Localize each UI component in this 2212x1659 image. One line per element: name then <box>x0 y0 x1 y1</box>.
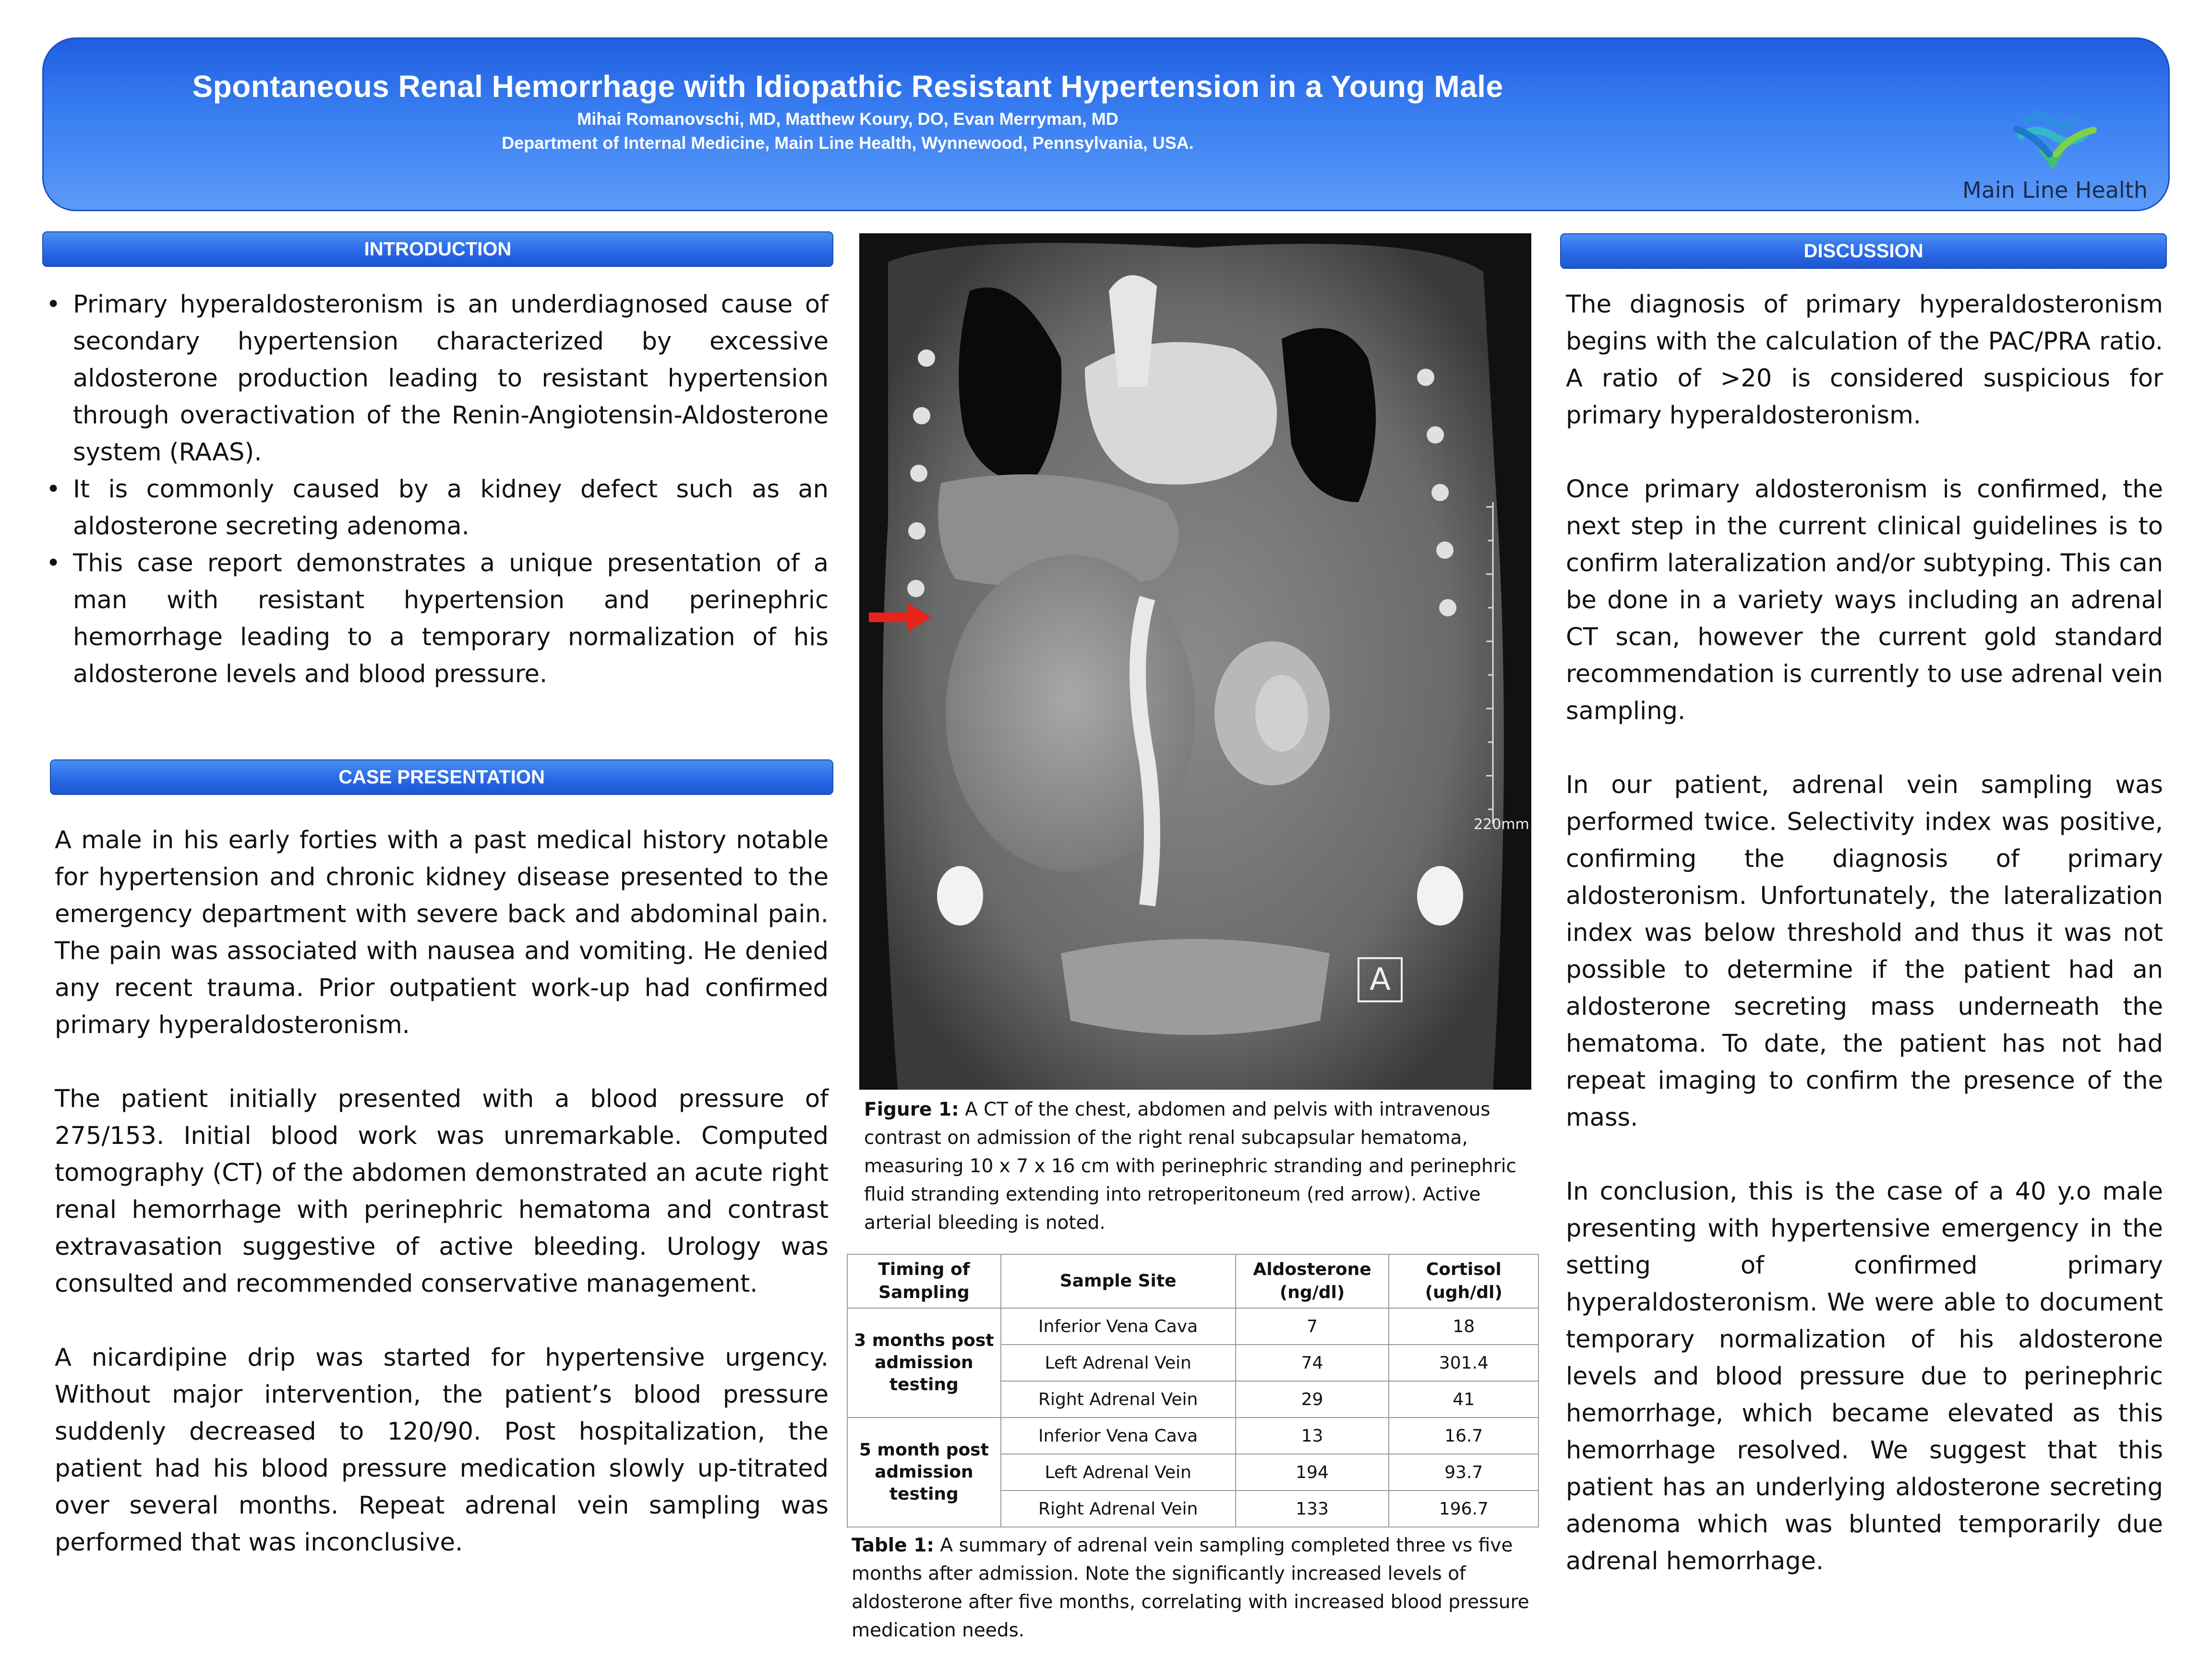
table-header-cell: Aldosterone (ng/dl) <box>1236 1254 1389 1308</box>
table-cell: Right Adrenal Vein <box>1001 1491 1236 1527</box>
table-cell: 29 <box>1236 1381 1389 1418</box>
table-1-caption <box>852 1531 1538 1645</box>
ct-scan-illustration <box>859 233 1531 1090</box>
introduction-bullets <box>43 286 829 693</box>
discussion-paragraph: Once primary aldosteronism is confirmed, the next step in the current clinical guidelines is to confirm lateralization and/or subtyping. This can be done in a variety ways including an adrenal CT scan, however the current gold standard recommendation is currently to use adrenal vein sampling. <box>1566 475 2163 725</box>
table-cell: 13 <box>1236 1418 1389 1454</box>
table-1-label: Table 1: <box>852 1535 934 1556</box>
discussion-paragraph: In conclusion, this is the case of a 40 y.o male presenting with hypertensive emergency in the setting of confirmed primary hyperaldosteronism. We were able to document temporary normalization of his aldosterone levels and blood pressure due to perinephric hemorrhage, which became elevated as this hemorrhage resolved. We suggest that this patient has an underlying aldosterone secreting adenoma which was blunted temporarily due adrenal hemorrhage. <box>1566 1178 2163 1575</box>
table-cell: 194 <box>1236 1454 1389 1491</box>
case-paragraph: The patient initially presented with a blood pressure of 275/153. Initial blood work was unremarkable. Computed tomography (CT) of the abdomen demonstrated an acute right renal hemorrhage with perinephric hematoma and contrast extravasation suggestive of active bleeding. Urology was consulted and recommended conservative management. <box>55 1085 829 1298</box>
list-item: • It is commonly caused by a kidney defect such as an aldosterone secreting adenoma. <box>43 471 829 545</box>
main-line-health-wave-icon <box>1954 82 2156 178</box>
timing-cell: 5 month post admission testing <box>847 1418 1001 1527</box>
poster-authors: Mihai Romanovschi, MD, Matthew Koury, DO, Evan Merryman, MD <box>577 109 1118 129</box>
poster-department: Department of Internal Medicine, Main Line Health, Wynnewood, Pennsylvania, USA. <box>502 133 1194 153</box>
introduction-section <box>43 286 829 693</box>
discussion-paragraph: The diagnosis of primary hyperaldosteronism begins with the calculation of the PAC/PRA ratio. A ratio of >20 is considered suspicious for primary hyperaldosteronism. <box>1566 290 2163 430</box>
table-header-row <box>847 1254 1539 1308</box>
discussion-heading: DISCUSSION <box>1560 233 2167 269</box>
discussion-paragraph: In our patient, adrenal vein sampling was performed twice. Selectivity index was positive, confirming the diagnosis of primary aldosteronism. Unfortunately, the lateralization index was below threshold and thus it was not possible to determine if the patient had an aldosterone secreting mass underneath the hematoma. To date, the patient has not had repeat imaging to confirm the presence of the mass. <box>1566 771 2163 1132</box>
table-row <box>847 1418 1539 1454</box>
table-header-cell: Sample Site <box>1001 1254 1236 1308</box>
table-cell: 301.4 <box>1389 1345 1539 1381</box>
ct-orientation-marker: A <box>1370 962 1391 998</box>
table-row <box>847 1308 1539 1345</box>
case-paragraph: A nicardipine drip was started for hypertensive urgency. Without major intervention, the patient’s blood pressure suddenly decreased to 120/90. Post hospitalization, the patient had his blood pressure medication slowly up-titrated over several months. Repeat adrenal vein sampling was performed that was inconclusive. <box>55 1344 829 1557</box>
case-presentation-heading: CASE PRESENTATION <box>50 759 833 795</box>
table-cell: 7 <box>1236 1308 1389 1345</box>
logo-wordmark: Main Line Health <box>1962 177 2148 203</box>
table-cell: 41 <box>1389 1381 1539 1418</box>
table-cell: Right Adrenal Vein <box>1001 1381 1236 1418</box>
poster-title: Spontaneous Renal Hemorrhage with Idiopathic Resistant Hypertension in a Young Male <box>192 69 1503 104</box>
table-header-cell: Cortisol (ugh/dl) <box>1389 1254 1539 1308</box>
introduction-heading: INTRODUCTION <box>42 231 833 267</box>
list-item: • This case report demonstrates a unique presentation of a man with resistant hypertension and perinephric hemorrhage leading to a temporary normalization of his aldosterone levels and blood pressure. <box>43 545 829 693</box>
table-1-text: A summary of adrenal vein sampling completed three vs five months after admission. Note the significantly increased levels of aldosterone after five months, correlating with increased blood pressure medication needs. <box>852 1535 1529 1641</box>
table-cell: Inferior Vena Cava <box>1001 1308 1236 1345</box>
figure-1-text: A CT of the chest, abdomen and pelvis with intravenous contrast on admission of the right renal subcapsular hematoma, measuring 10 x 7 x 16 cm with perinephric stranding and perinephric fluid stranding extending into retroperitoneum (red arrow). Active arterial bleeding is noted. <box>864 1099 1516 1234</box>
main-line-health-logo <box>1954 82 2156 207</box>
table-cell: Inferior Vena Cava <box>1001 1418 1236 1454</box>
table-cell: Left Adrenal Vein <box>1001 1345 1236 1381</box>
table-cell: 133 <box>1236 1491 1389 1527</box>
table-cell: 18 <box>1389 1308 1539 1345</box>
case-paragraph: A male in his early forties with a past medical history notable for hypertension and chronic kidney disease presented to the emergency department with severe back and abdominal pain. The pain was associated with nausea and vomiting. He denied any recent trauma. Prior outpatient work-up had confirmed primary hyperaldosteronism. <box>55 826 829 1039</box>
table-cell: 93.7 <box>1389 1454 1539 1491</box>
table-header-cell: Timing of Sampling <box>847 1254 1001 1308</box>
case-presentation-section <box>55 822 829 1561</box>
ct-scale-label: 220mm <box>1474 816 1529 833</box>
table-cell: 16.7 <box>1389 1418 1539 1454</box>
ct-scan-image <box>859 233 1531 1090</box>
table-cell: Left Adrenal Vein <box>1001 1454 1236 1491</box>
figure-1-caption <box>864 1095 1527 1237</box>
discussion-section <box>1566 286 2163 1580</box>
poster-header <box>42 37 2170 211</box>
table-cell: 196.7 <box>1389 1491 1539 1527</box>
timing-cell: 3 months post admission testing <box>847 1308 1001 1418</box>
list-item: • Primary hyperaldosteronism is an underdiagnosed cause of secondary hypertension characterized by excessive aldosterone production leading to resistant hypertension through overactivation of the Renin-Angiotensin-Aldosterone system (RAAS). <box>43 286 829 471</box>
table-cell: 74 <box>1236 1345 1389 1381</box>
adrenal-vein-sampling-table <box>847 1254 1539 1527</box>
figure-1-label: Figure 1: <box>864 1099 959 1120</box>
